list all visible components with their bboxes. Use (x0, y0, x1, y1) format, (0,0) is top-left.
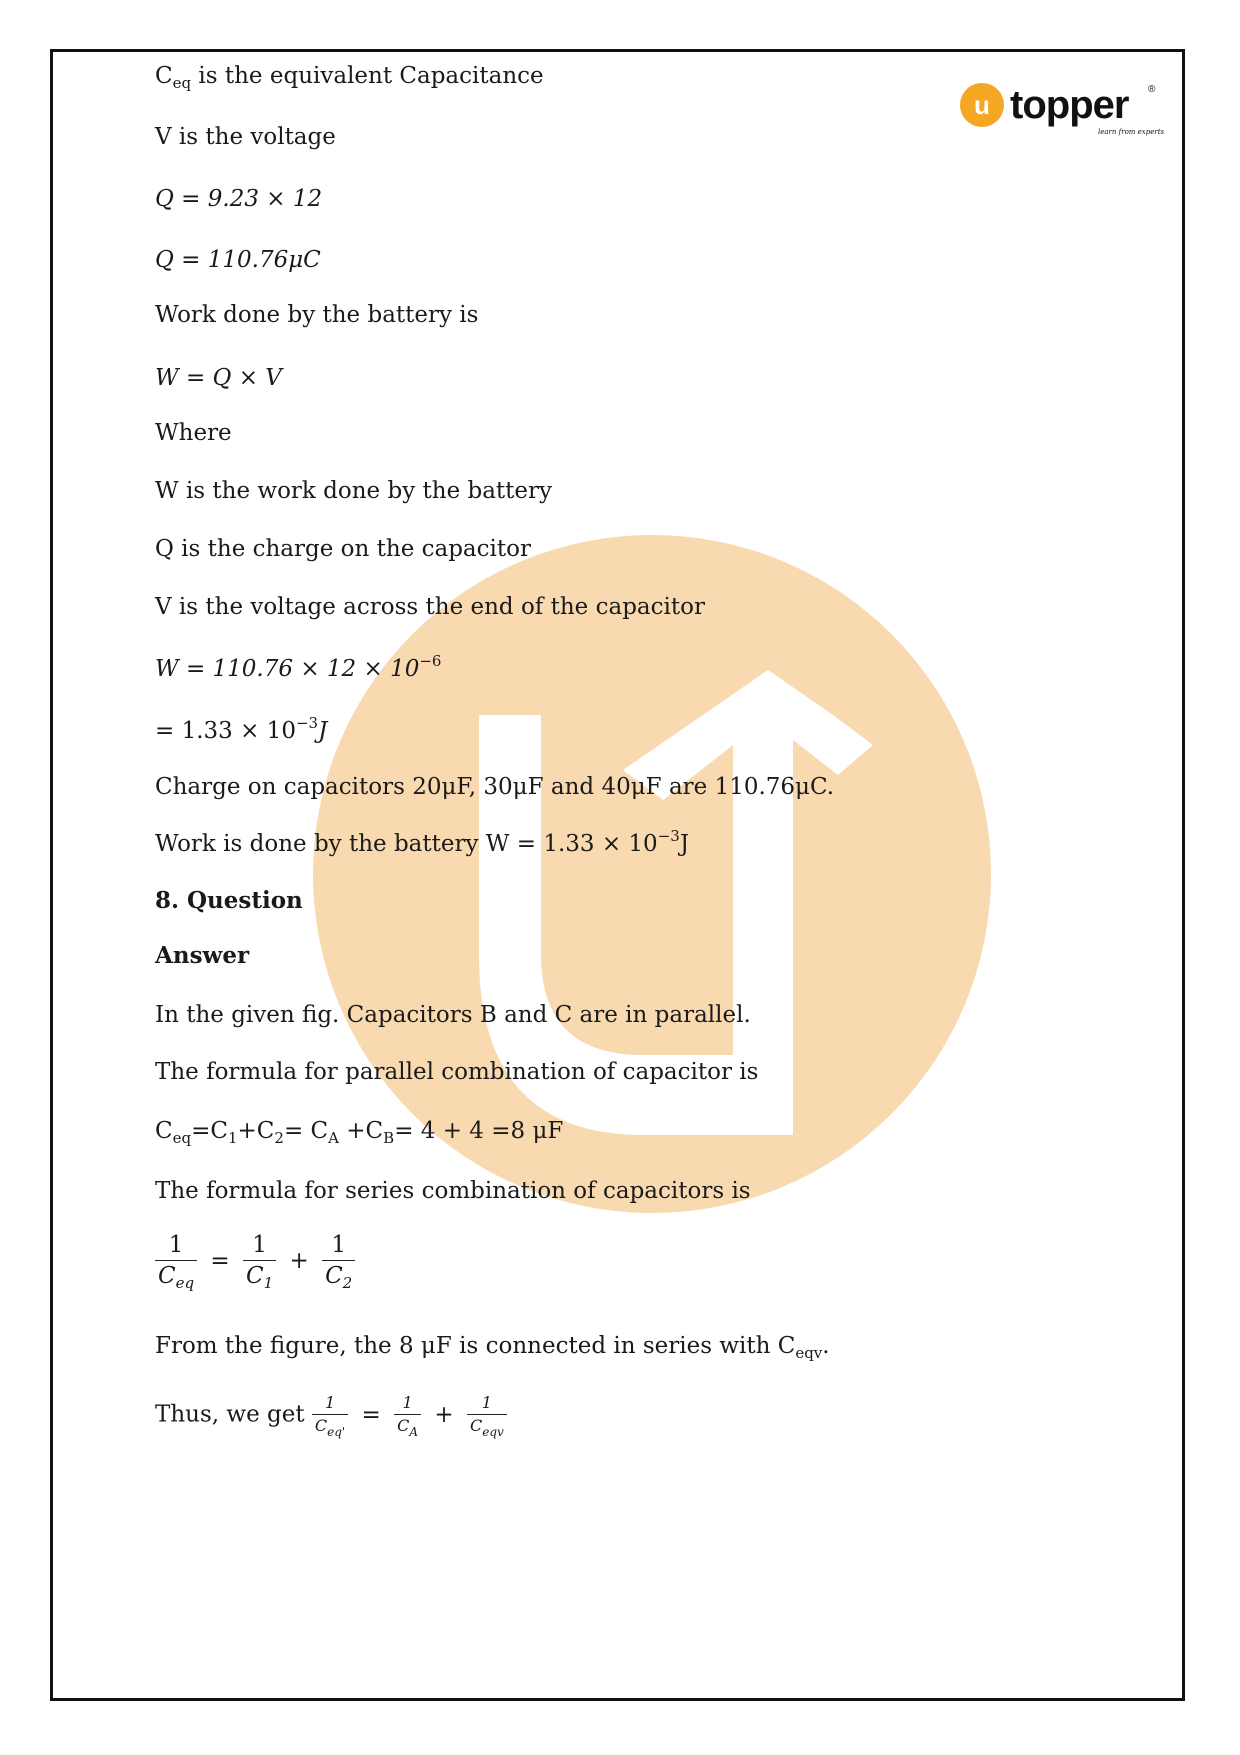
work-intro: Work done by the battery is (155, 302, 479, 328)
w-definition: W is the work done by the battery (155, 478, 553, 504)
topper-logo-icon (960, 78, 1165, 140)
logo-registered: ® (1148, 84, 1156, 95)
work-summary: Work is done by the battery $W = 1.33 \times 10^{-3}J$ (155, 827, 690, 857)
series-formula: $\frac{1}{C_{eq}}$ = $\frac{1}{C_1}$ + $\frac{1}{C_2}$ (155, 1230, 355, 1291)
logo-tagline: learn from experts (1098, 128, 1165, 136)
watermark-logo-icon (313, 535, 991, 1213)
q-definition: Q is the charge on the capacitor (155, 536, 531, 562)
topper-logo (960, 78, 1165, 140)
where-label: Where (155, 420, 232, 446)
final-equation: Thus, we get $\frac{1}{C_{eq'}}$ = $\frac{1}{C_A}$ + $\frac{1}{C_{eqv}}$ (155, 1392, 507, 1437)
charge-result: Q = 110.76μC (155, 247, 321, 273)
question-heading: 8. Question (155, 887, 303, 914)
ceq-definition: $C_{eq}$ is the equivalent Capacitance (155, 63, 544, 92)
charge-summary: Charge on capacitors 20μF, 30μF and 40μF are 110.76μC. (155, 774, 835, 800)
answer-heading: Answer (155, 942, 250, 969)
series-formula-intro: The formula for series combination of capacitors is (155, 1178, 751, 1204)
work-result: = $1.33 \times 10^{-3}J$ (155, 714, 328, 744)
work-calculation: $W = 110.76 \times 12 \times 10^{-6}$ (155, 652, 442, 682)
parallel-formula: $C_{eq}=C_1+C_2= C_A +C_B= 4 + 4 =8$ μF (155, 1118, 564, 1147)
logo-u: u (974, 90, 990, 120)
parallel-statement: In the given fig. Capacitors B and C are in parallel. (155, 1002, 751, 1028)
work-formula: W = Q × V (155, 365, 282, 391)
v-voltage-definition: V is the voltage across the end of the capacitor (155, 594, 705, 620)
v-definition: V is the voltage (155, 124, 336, 150)
series-connection-statement: From the figure, the 8 μF is connected in series with $C_{eqv}$. (155, 1333, 830, 1362)
parallel-formula-intro: The formula for parallel combination of capacitor is (155, 1059, 759, 1085)
logo-brand: topper (1010, 83, 1129, 127)
charge-equation: Q = 9.23 × 12 (155, 186, 323, 212)
